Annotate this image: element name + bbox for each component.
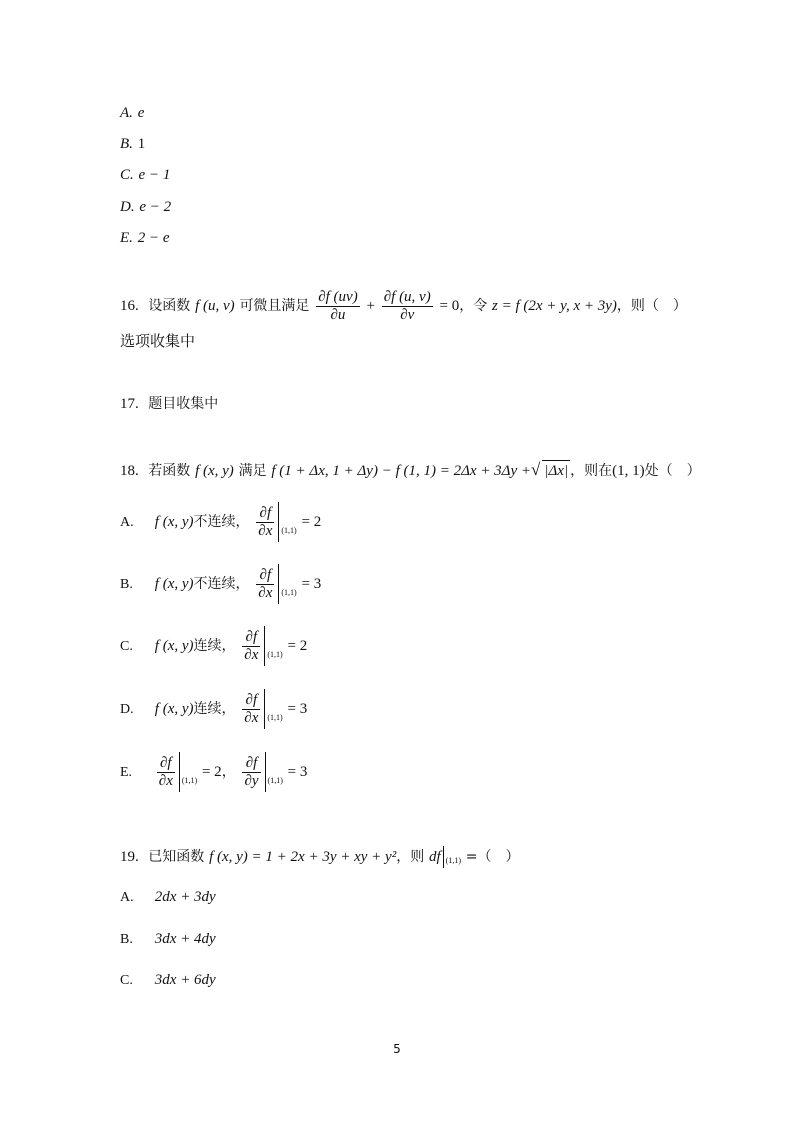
fraction: $\frac{\partial f}{\partial x}$ bbox=[244, 628, 259, 663]
option-row: E. $\frac{\partial f}{\partial x}$ (1,1) = 2， $\frac{\partial f}{\partial y}$ (1,1) = 3 bbox=[120, 750, 307, 794]
option-expr: e − 1 bbox=[138, 167, 171, 183]
page-number: 5 bbox=[393, 1042, 401, 1056]
option-row: A. 2dx + 3dy bbox=[120, 889, 216, 905]
option-expr: e bbox=[137, 105, 145, 121]
option-expr: 2dx + 3dy bbox=[154, 889, 216, 905]
question-number: 16. bbox=[120, 298, 139, 314]
option-row: B. 1 bbox=[120, 136, 146, 152]
option-row: A. f (x, y)不连续， $\frac{\partial f}{\partial x}$ (1,1) = 2 bbox=[120, 500, 321, 544]
option-expr: 2 − e bbox=[137, 230, 170, 246]
option-row: C. e − 1 bbox=[120, 167, 171, 183]
option-row: E. 2 − e bbox=[120, 230, 170, 246]
fraction: $\frac{\partial f}{\partial x}$ bbox=[244, 691, 259, 726]
option-row: C. f (x, y)连续， $\frac{\partial f}{\partial x}$ (1,1) = 2 bbox=[120, 624, 307, 668]
question-number: 17. bbox=[120, 396, 139, 412]
option-row: B. f (x, y)不连续， $\frac{\partial f}{\partial x}$ (1,1) = 3 bbox=[120, 562, 321, 606]
fraction: $\frac{\partial f}{\partial y}$ bbox=[244, 754, 259, 789]
question-number: 19. bbox=[120, 849, 139, 865]
option-row: D. e − 2 bbox=[120, 199, 172, 215]
fraction: $\frac{\partial f (u, v)}{\partial v}$ bbox=[383, 288, 431, 323]
question-18: 18. 若函数 f (x, y) 满足 f (1 + Δx, 1 + Δy) − f (1, 1) = 2Δx + 3Δy +√ |Δx| ，则在(1, 1)处（ ） bbox=[120, 460, 701, 479]
fraction: $\frac{\partial f}{\partial x}$ bbox=[258, 566, 273, 601]
option-expr: 3dx + 4dy bbox=[154, 931, 216, 947]
fraction: $\frac{\partial f (uv)}{\partial u}$ bbox=[318, 288, 358, 323]
fraction: $\frac{\partial f}{\partial x}$ bbox=[158, 754, 173, 789]
option-row: A. e bbox=[120, 105, 145, 121]
options-note: 选项收集中 bbox=[120, 332, 196, 350]
option-row: C. 3dx + 6dy bbox=[120, 972, 216, 988]
question-19: 19. 已知函数 f (x, y) = 1 + 2x + 3y + xy + y²，则 df (1,1) =（ ） bbox=[120, 838, 520, 875]
question-16: 16. 设函数 f (u, v) 可微且满足 $\frac{\partial f (uv)}{\partial u}$ + $\frac{\partial f (u, v)}{\partial v}$ = 0，令 z = f (2x + y, x + 3y)，则（ ） bbox=[120, 288, 687, 323]
option-expr: 1 bbox=[137, 136, 146, 152]
option-expr: e − 2 bbox=[139, 199, 172, 215]
question-number: 18. bbox=[120, 463, 139, 479]
sqrt-term: |Δx| bbox=[542, 460, 570, 481]
question-17: 17. 题目收集中 bbox=[120, 396, 219, 412]
option-row: B. 3dx + 4dy bbox=[120, 931, 216, 947]
option-row: D. f (x, y)连续， $\frac{\partial f}{\partial x}$ (1,1) = 3 bbox=[120, 687, 307, 731]
fraction: $\frac{\partial f}{\partial x}$ bbox=[258, 504, 273, 539]
option-expr: 3dx + 6dy bbox=[154, 972, 216, 988]
